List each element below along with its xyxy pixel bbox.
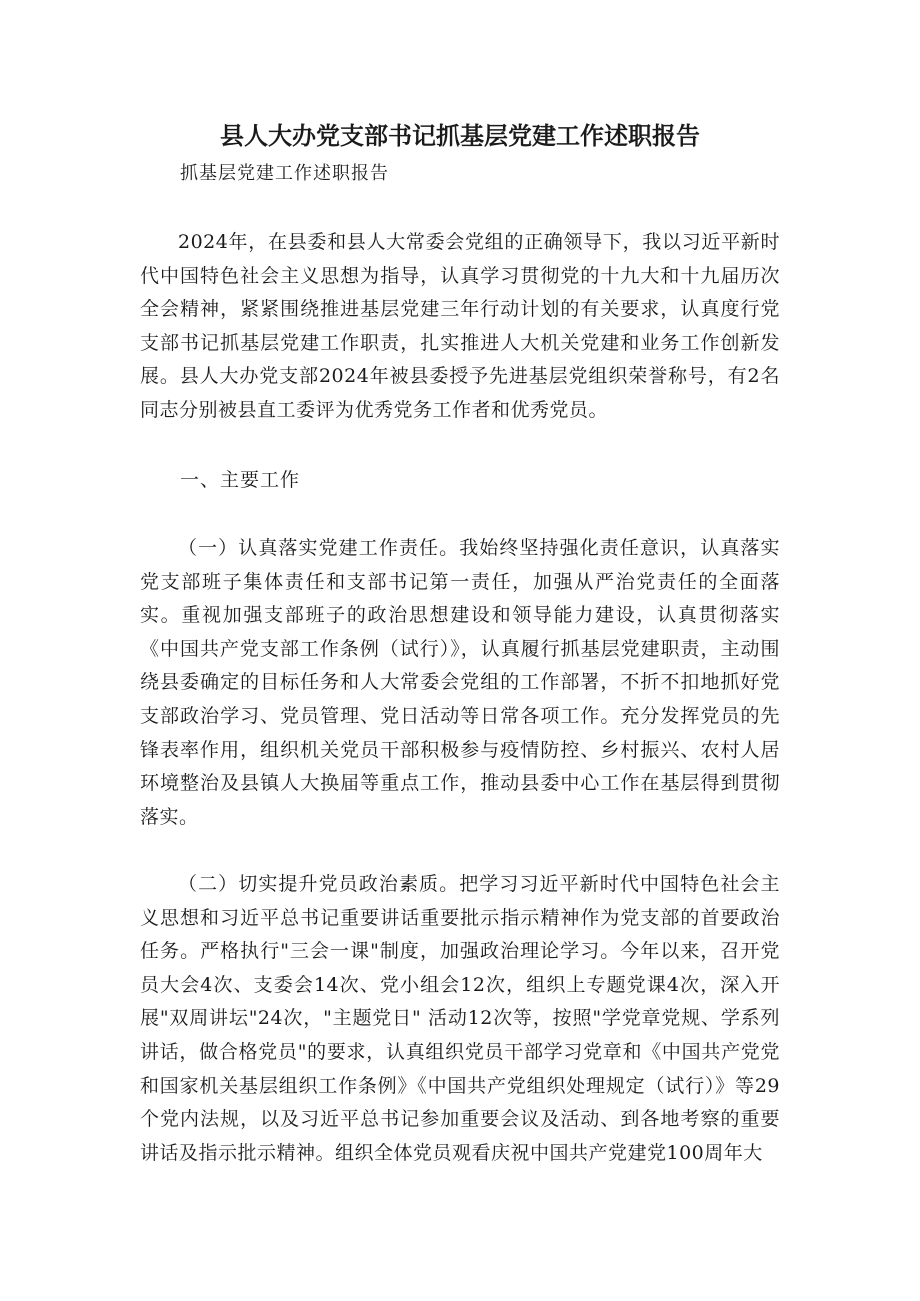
document-title: 县人大办党支部书记抓基层党建工作述职报告: [220, 122, 700, 150]
section-heading-main-work: 一、主要工作: [180, 469, 301, 491]
paragraph-party-responsibility: （一）认真落实党建工作责任。我始终坚持强化责任意识，认真落实党支部班子集体责任和支部书记第一责任，加强从严治党责任的全面落实。重视加强支部班子的政治思想建设和领导能力建设，认真贯彻落实《中国共产党支部工作条例（试行）》，认真履行抓基层党建职责，主动围绕县委确定的目标任务和人大常委会党组的工作部署，不折不扣地抓好党支部政治学习、党员管理、党日活动等日常各项工作。充分发挥党员的先锋表率作用，组织机关党员干部积极参与疫情防控、乡村振兴、农村人居环境整治及县镇人大换届等重点工作，推动县委中心工作在基层得到贯彻落实。: [140, 537, 780, 828]
paragraph-political-quality: （二）切实提升党员政治素质。把学习习近平新时代中国特色社会主义思想和习近平总书记重要讲话重要批示指示精神作为党支部的首要政治任务。严格执行"三会一课"制度，加强政治理论学习。今年以来，召开党员大会4次、支委会14次、党小组会12次，组织上专题党课4次，深入开展"双周讲坛"24次，"主题党日" 活动12次等，按照"学党章党规、学系列讲话，做合格党员"的要求，认真组织党员干部学习党章和《中国共产党党和国家机关基层组织工作条例》《中国共产党组织处理规定（试行）》等29个党内法规，以及习近平总书记参加重要会议及活动、到各地考察的重要讲话及指示批示精神。组织全体党员观看庆祝中国共产党建党100周年大: [140, 873, 780, 1164]
paragraph-intro: 2024年，在县委和县人大常委会党组的正确领导下，我以习近平新时代中国特色社会主义思想为指导，认真学习贯彻党的十九大和十九届历次全会精神，紧紧围绕推进基层党建三年行动计划的有关要求，认真度行党支部书记抓基层党建工作职责，扎实推进人大机关党建和业务工作创新发展。县人大办党支部2024年被县委授予先进基层党组织荣誉称号，有2名同志分别被县直工委评为优秀党务工作者和优秀党员。: [140, 231, 780, 421]
document-subtitle: 抓基层党建工作述职报告: [180, 163, 389, 184]
